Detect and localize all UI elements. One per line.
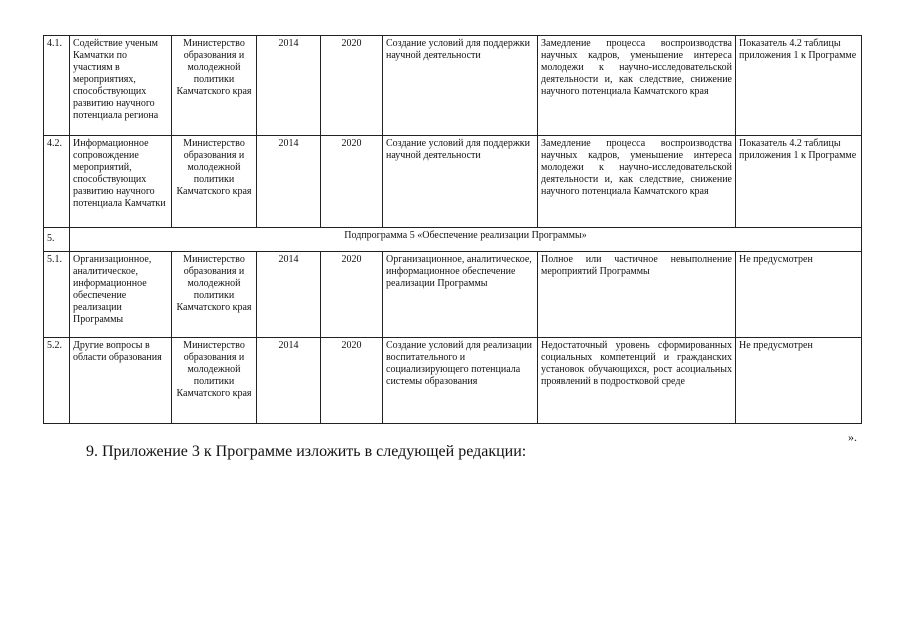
executor: Министерство образования и молодежной политики Камчатского края xyxy=(172,252,257,338)
end-year: 2020 xyxy=(321,136,383,228)
table-row xyxy=(44,252,862,338)
start-year: 2014 xyxy=(257,252,321,338)
event-name: Содействие ученым Камчатки по участиям в мероприятиях, способствующих развитию научного потенциала региона xyxy=(70,36,172,136)
expected-result: Создание условий для поддержки научной деятельности xyxy=(383,136,538,228)
table-row xyxy=(44,338,862,424)
start-year: 2014 xyxy=(257,136,321,228)
event-name: Другие вопросы в области образования xyxy=(70,338,172,424)
executor: Министерство образования и молодежной политики Камчатского края xyxy=(172,338,257,424)
end-year: 2020 xyxy=(321,252,383,338)
consequences: Полное или частичное невыполнение мероприятий Программы xyxy=(538,252,736,338)
table-row xyxy=(44,136,862,228)
expected-result: Организационное, аналитическое, информационное обеспечение реализации Программы xyxy=(383,252,538,338)
subprogram-title: Подпрограмма 5 «Обеспечение реализации Программы» xyxy=(70,228,862,252)
executor: Министерство образования и молодежной политики Камчатского края xyxy=(172,36,257,136)
consequences: Недостаточный уровень сформированных социальных компетенций и гражданских установок обучающихся, рост асоциальных проявлений в подростковой среде xyxy=(538,338,736,424)
closing-quote: ». xyxy=(848,430,857,444)
expected-result: Создание условий для реализации воспитательного и социализирующего потенциала системы образования xyxy=(383,338,538,424)
amendment-paragraph: 9. Приложение 3 к Программе изложить в следующей редакции: xyxy=(86,443,527,460)
indicator-link: Показатель 4.2 таблицы приложения 1 к Программе xyxy=(736,136,862,228)
end-year: 2020 xyxy=(321,36,383,136)
event-name: Организационное, аналитическое, информационное обеспечение реализации Программы xyxy=(70,252,172,338)
indicator-link: Показатель 4.2 таблицы приложения 1 к Программе xyxy=(736,36,862,136)
consequences: Замедление процесса воспроизводства научных кадров, уменьшение интереса молодежи к научно-исследовательской деятельности и, как следствие, снижение научного потенциала Камчатского края xyxy=(538,36,736,136)
row-number: 5.2. xyxy=(44,338,70,424)
program-table xyxy=(43,35,862,424)
subprogram-row xyxy=(44,228,862,252)
event-name: Информационное сопровождение мероприятий, способствующих развитию научного потенциала Камчатки xyxy=(70,136,172,228)
table-row xyxy=(44,36,862,136)
start-year: 2014 xyxy=(257,36,321,136)
indicator-link: Не предусмотрен xyxy=(736,252,862,338)
end-year: 2020 xyxy=(321,338,383,424)
expected-result: Создание условий для поддержки научной деятельности xyxy=(383,36,538,136)
row-number: 5.1. xyxy=(44,252,70,338)
row-number: 4.2. xyxy=(44,136,70,228)
row-number: 4.1. xyxy=(44,36,70,136)
consequences: Замедление процесса воспроизводства научных кадров, уменьшение интереса молодежи к научно-исследовательской деятельности и, как следствие, снижение научного потенциала Камчатского края xyxy=(538,136,736,228)
indicator-link: Не предусмотрен xyxy=(736,338,862,424)
executor: Министерство образования и молодежной политики Камчатского края xyxy=(172,136,257,228)
row-number: 5. xyxy=(44,228,70,252)
start-year: 2014 xyxy=(257,338,321,424)
